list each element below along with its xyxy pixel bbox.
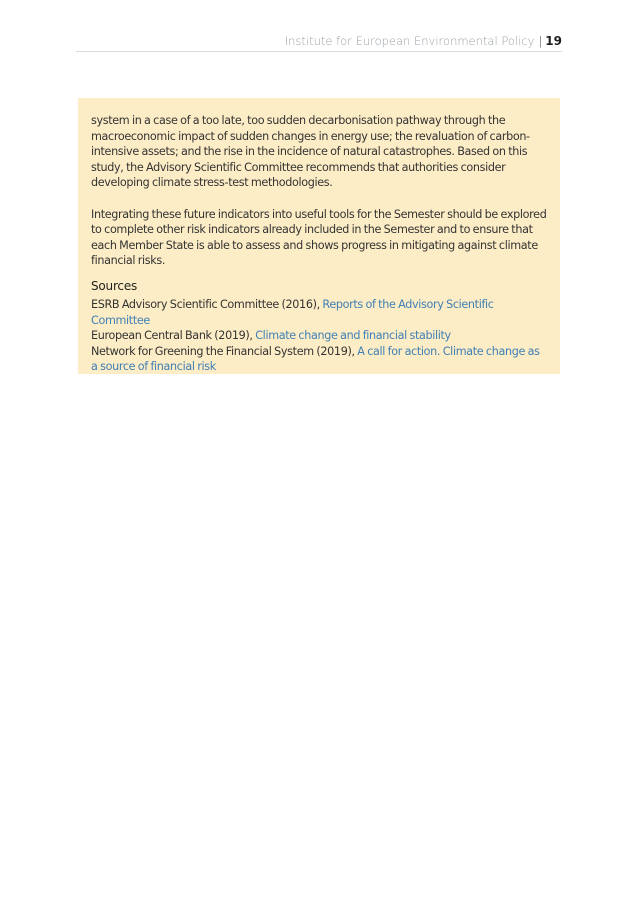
source-citation: European Central Bank (2019), bbox=[91, 329, 256, 343]
body-paragraph: system in a case of a too late, too sudden decarbonisation pathway through the macroeconomic impact of sudden changes in energy use; the revaluation of carbon-intensive assets; and the rise in the incidence of natural catastrophes. Based on this study, the Advisory Scientific Committee recommends that authorities consider developing climate stress-test methodologies. bbox=[91, 114, 530, 190]
source-link[interactable]: A call for action. Climate change as a source of financial risk bbox=[91, 344, 540, 374]
sources-heading: Sources bbox=[91, 278, 138, 293]
source-item bbox=[91, 297, 548, 328]
header-separator: | bbox=[538, 34, 543, 48]
header-rule bbox=[76, 51, 562, 52]
source-item bbox=[91, 344, 548, 375]
source-link[interactable]: Reports of the Advisory Scientific Committee bbox=[91, 297, 494, 327]
source-citation: Network for Greening the Financial System (2019), bbox=[91, 344, 358, 358]
highlight-box bbox=[78, 98, 560, 374]
page-header bbox=[76, 33, 562, 49]
source-link[interactable]: Climate change and financial stability bbox=[255, 329, 451, 343]
source-item bbox=[91, 328, 548, 344]
source-citation: ESRB Advisory Scientific Committee (2016), bbox=[91, 297, 323, 311]
body-paragraph: Integrating these future indicators into useful tools for the Semester should be explored to complete other risk indicators already included in the Semester and to ensure that each Member State is able to assess and shows progress in mitigating against climate financial risks. bbox=[91, 207, 547, 268]
sources-list bbox=[91, 297, 548, 375]
running-title: Institute for European Environmental Policy bbox=[284, 34, 535, 48]
page-number: 19 bbox=[545, 34, 562, 48]
